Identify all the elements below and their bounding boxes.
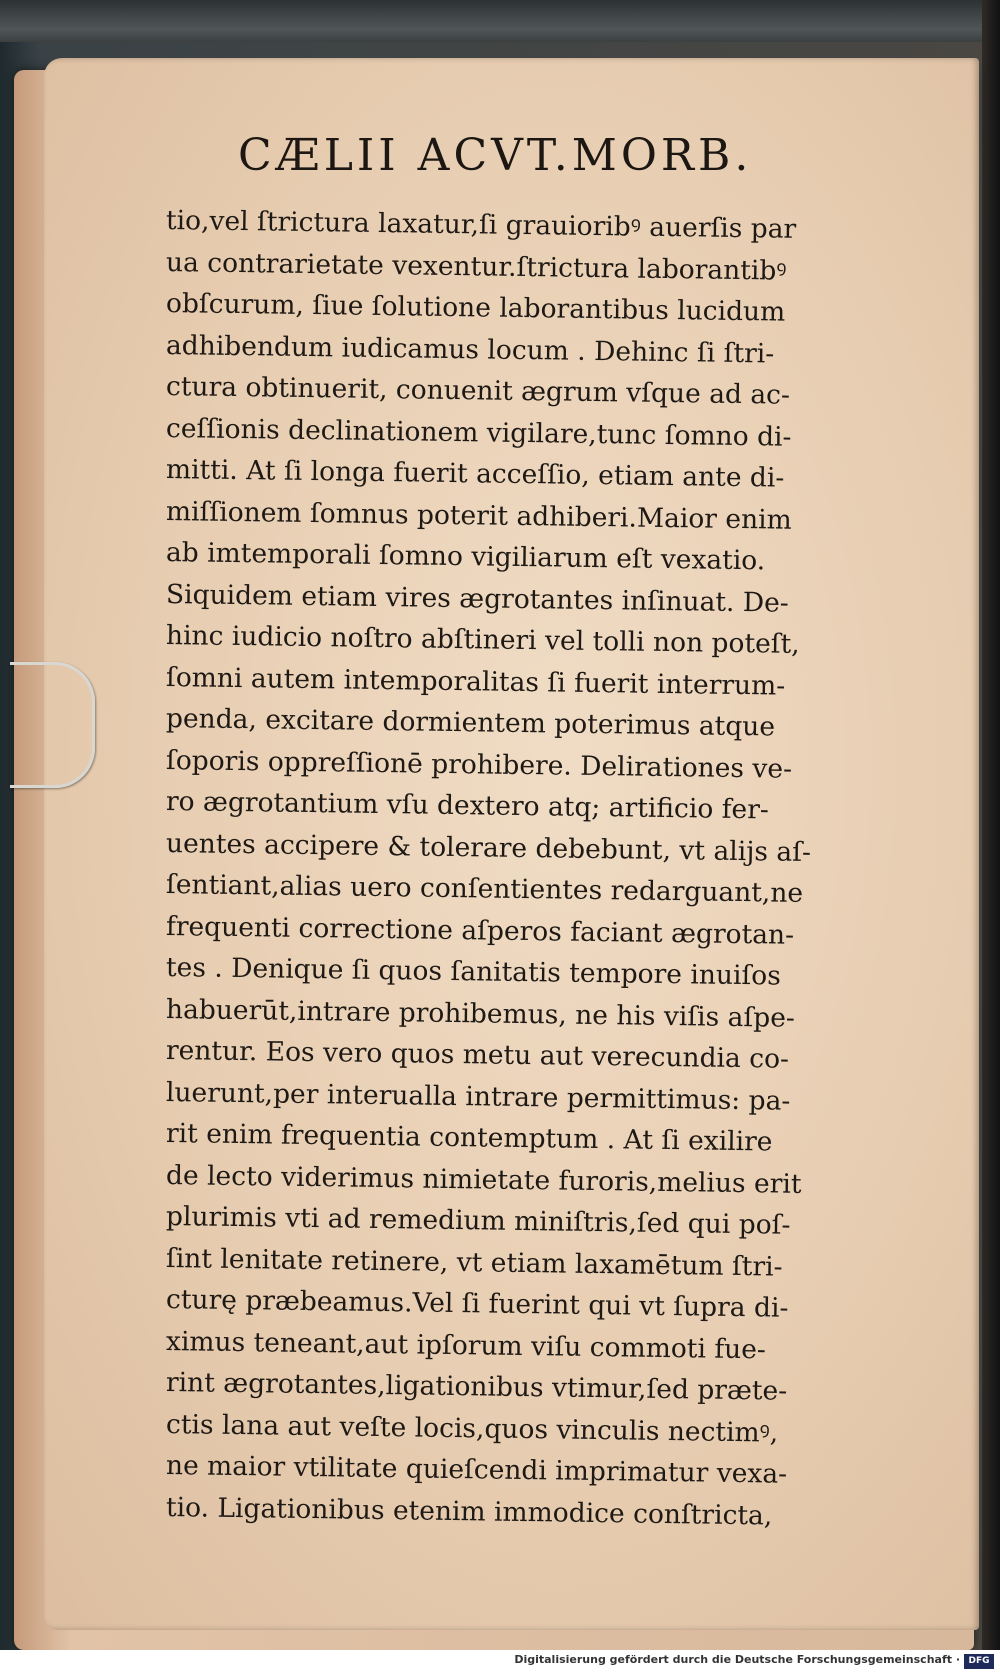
footer-credit: Digitalisierung gefördert durch die Deutsche Forschungsgemeinschaft · <box>514 1653 960 1666</box>
text-line: tes . Denique ſi quos ſanitatis tempore inuiſos <box>165 952 782 992</box>
text-line: luerunt,per interualla intrare permittimus: pa- <box>165 1076 791 1117</box>
text-line: hinc iudicio noſtro abſtineri vel tolli non poteſt, <box>165 620 800 660</box>
text-line: ctura obtinuerit, conuenit ægrum vſque ad ac- <box>165 371 791 411</box>
text-line: miſſionem ſomnus poterit adhiberi.Maior enim <box>165 495 792 536</box>
text-line: ceſſionis declinationem vigilare,tunc ſomno di- <box>165 412 792 453</box>
text-line: Siquidem etiam vires ægrotantes inſinuat. De- <box>165 578 789 619</box>
book-cover-right <box>982 0 1000 1674</box>
text-line: rit enim frequentia contemptum . At ſi exilire <box>165 1118 773 1158</box>
text-line: adhibendum iudicamus locum . Dehinc ſi ſtri- <box>165 329 775 369</box>
text-line: uentes accipere & tolerare debebunt, vt alijs aſ- <box>165 827 812 868</box>
body-text <box>165 200 812 1531</box>
text-line: cturę præbeamus.Vel ſi fuerint qui vt ſupra di- <box>165 1284 789 1324</box>
text-line: rint ægrotantes,ligationibus vtimur,ſed præte- <box>165 1367 788 1407</box>
footer-bar <box>0 1650 1000 1674</box>
running-head: CÆLII ACVT.MORB. <box>238 130 753 181</box>
text-line: ua contrarietate vexentur.ſtrictura laborantibꝰ <box>165 246 787 287</box>
text-line: ſomni autem intemporalitas ſi fuerit interrum- <box>165 661 786 702</box>
text-line: plurimis vti ad remedium miniſtris,ſed qui poſ- <box>165 1201 791 1241</box>
text-line: habuerūt,intrare prohibemus, ne his viſis aſpe- <box>165 993 796 1034</box>
text-line: de lecto viderimus nimietate furoris,melius erit <box>165 1159 802 1200</box>
text-line: ximus teneant,aut ipſorum viſu commoti fue- <box>165 1325 767 1365</box>
text-line: tio,vel ſtrictura laxatur,ſi grauioribꝰ auerſis par <box>165 205 797 245</box>
page-clip <box>10 662 95 788</box>
text-line: ctis lana aut veſte locis,quos vinculis nectimꝰ, <box>165 1408 779 1449</box>
text-line: tio. Ligationibus etenim immodice conſtricta, <box>165 1491 773 1531</box>
text-line: ſentiant,alias uero conſentientes redarguant,ne <box>165 869 804 909</box>
text-line: ab imtemporali ſomno vigiliarum eſt vexatio. <box>165 537 766 577</box>
text-line: ro ægrotantium vſu dextero atq; artificio fer- <box>165 786 770 826</box>
text-line: penda, excitare dormientem poterimus atque <box>165 703 776 743</box>
text-line: ne maior vtilitate quieſcendi imprimatur vexa- <box>165 1450 788 1490</box>
book-cover-top <box>0 0 1000 42</box>
text-line: rentur. Eos vero quos metu aut verecundia co- <box>165 1035 790 1075</box>
text-line: ſoporis oppreſſionē prohibere. Delirationes ve- <box>165 744 793 785</box>
dfg-logo: DFG <box>964 1654 994 1669</box>
text-line: mitti. At ſi longa fuerit acceſſio, etiam ante di- <box>165 454 785 494</box>
text-line: frequenti correctione aſperos faciant ægrotan- <box>165 910 795 951</box>
text-line: ſint lenitate retinere, vt etiam laxamētum ſtri- <box>165 1242 783 1283</box>
text-line: obſcurum, ſiue ſolutione laborantibus lucidum <box>165 288 786 328</box>
